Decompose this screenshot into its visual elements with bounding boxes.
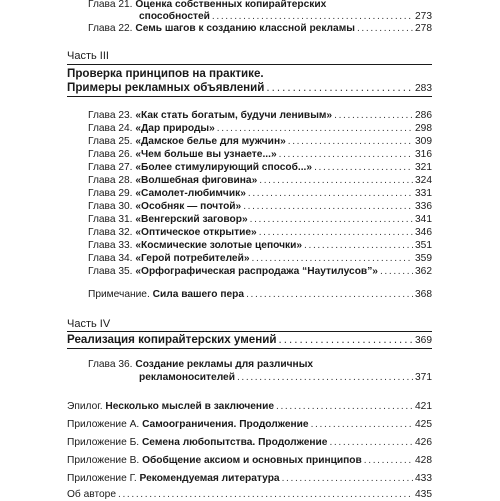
toc-entry-ch22[interactable] [88, 23, 432, 35]
toc-entry-ch34[interactable] [88, 253, 432, 265]
entry-title-cont: способностей [139, 11, 210, 22]
toc-entry-ch21[interactable] [88, 0, 326, 11]
entry-prefix: Глава 21. [88, 0, 133, 10]
toc-entry-about-author[interactable] [67, 489, 432, 501]
leader-dots [217, 123, 413, 135]
leader-dots [259, 227, 413, 239]
entry-title: Оценка собственных копирайтерских [135, 0, 327, 10]
toc-entry-ch25[interactable] [88, 136, 432, 148]
leader-dots [252, 253, 414, 265]
entry-title: «Особняк — почтой» [135, 201, 242, 212]
leader-dots [276, 401, 413, 413]
entry-title: Создание рекламы для различных [135, 359, 314, 370]
toc-entry-ch36[interactable] [88, 359, 313, 371]
entry-title: «Самолет-любимчик» [135, 188, 246, 199]
toc-entry-ch28[interactable] [88, 175, 432, 187]
entry-title: «Венгерский заговор» [135, 214, 248, 225]
toc-entry-ch24[interactable] [88, 123, 432, 135]
entry-prefix: Глава 33. [88, 240, 133, 251]
toc-entry-ch27[interactable] [88, 162, 432, 174]
divider [67, 64, 432, 65]
entry-prefix: Приложение Г. [67, 473, 137, 484]
entry-page: 371 [415, 372, 432, 383]
part-label: Часть III [67, 50, 109, 62]
entry-prefix: Глава 25. [88, 136, 133, 147]
entry-page: 346 [415, 227, 432, 238]
entry-page: 336 [415, 201, 432, 212]
toc-entry-ch33[interactable] [88, 240, 432, 252]
entry-prefix: Приложение В. [67, 455, 140, 466]
entry-page: 435 [415, 489, 432, 500]
toc-entry-ch23[interactable] [88, 110, 432, 122]
divider [67, 96, 432, 97]
entry-prefix: Глава 32. [88, 227, 133, 238]
entry-page: 278 [415, 23, 432, 34]
part-title: Реализация копирайтерских умений [67, 333, 277, 346]
entry-prefix: Глава 28. [88, 175, 133, 186]
part-title-line2: Примеры рекламных объявлений [67, 81, 265, 94]
divider [67, 331, 432, 332]
leader-dots [250, 214, 413, 226]
toc-entry-epilogue[interactable] [67, 401, 432, 413]
leader-dots [380, 266, 413, 278]
entry-prefix: Приложение Б. [67, 437, 140, 448]
entry-page: 359 [415, 253, 432, 264]
entry-prefix: Глава 31. [88, 214, 133, 225]
entry-page: 324 [415, 175, 432, 186]
entry-prefix: Глава 35. [88, 266, 133, 277]
divider [67, 348, 432, 349]
leader-dots [259, 175, 413, 187]
toc-entry-ch29[interactable] [88, 188, 432, 200]
leader-dots [266, 81, 413, 95]
leader-dots [311, 419, 413, 431]
entry-title: «Космические золотые цепочки» [135, 240, 303, 251]
leader-dots [243, 201, 413, 213]
entry-page: 425 [415, 419, 432, 430]
toc-entry-ch21-cont[interactable] [139, 11, 432, 23]
entry-page: 428 [415, 455, 432, 466]
entry-prefix: Глава 30. [88, 201, 133, 212]
entry-prefix: Глава 27. [88, 162, 133, 173]
toc-entry-part3[interactable] [67, 81, 432, 96]
entry-prefix: Глава 29. [88, 188, 133, 199]
leader-dots [288, 136, 413, 148]
entry-prefix: Примечание. [88, 289, 150, 300]
entry-title: «Орфографическая распродажа “Наутилусов”» [135, 266, 378, 277]
leader-dots [212, 11, 413, 23]
entry-page: 341 [415, 214, 432, 225]
entry-prefix: Глава 22. [88, 23, 133, 34]
leader-dots [329, 437, 413, 449]
toc-entry-ch30[interactable] [88, 201, 432, 213]
entry-title: Несколько мыслей в заключение [105, 401, 275, 412]
toc-entry-appendix-v[interactable] [67, 455, 432, 467]
toc-entry-ch26[interactable] [88, 149, 432, 161]
leader-dots [278, 333, 413, 347]
toc-entry-appendix-a[interactable] [67, 419, 432, 431]
entry-page: 309 [415, 136, 432, 147]
entry-page: 316 [415, 149, 432, 160]
leader-dots [237, 372, 413, 384]
toc-entry-ch32[interactable] [88, 227, 432, 239]
entry-page: 273 [415, 11, 432, 22]
leader-dots [118, 489, 413, 501]
entry-title: «Герой потребителей» [135, 253, 250, 264]
leader-dots [246, 289, 413, 301]
toc-entry-appendix-g[interactable] [67, 473, 432, 485]
entry-title: «Дар природы» [135, 123, 215, 134]
toc-entry-ch35[interactable] [88, 266, 432, 278]
entry-page: 368 [415, 289, 432, 300]
entry-title: Семена любопытства. Продолжение [141, 437, 328, 448]
entry-title: «Чем больше вы узнаете...» [135, 149, 277, 160]
entry-prefix: Глава 23. [88, 110, 133, 121]
entry-page: 331 [415, 188, 432, 199]
entry-title: «Волшебная фиговина» [135, 175, 258, 186]
entry-page: 351 [415, 240, 432, 251]
entry-title: Сила вашего пера [152, 289, 245, 300]
entry-prefix: Об авторе [67, 489, 116, 500]
toc-entry-note[interactable] [88, 289, 432, 301]
entry-page: 286 [415, 110, 432, 121]
entry-title: Семь шагов к созданию классной рекламы [135, 23, 355, 34]
leader-dots [357, 23, 413, 35]
entry-page: 321 [415, 162, 432, 173]
leader-dots [314, 162, 413, 174]
entry-prefix: Глава 24. [88, 123, 133, 134]
entry-prefix: Глава 26. [88, 149, 133, 160]
leader-dots [279, 149, 413, 161]
leader-dots [304, 240, 413, 252]
entry-page: 298 [415, 123, 432, 134]
entry-page: 421 [415, 401, 432, 412]
leader-dots [282, 473, 413, 485]
leader-dots [364, 455, 413, 467]
entry-title: Самоограничения. Продолжение [142, 419, 309, 430]
entry-prefix: Глава 34. [88, 253, 133, 264]
leader-dots [248, 188, 413, 200]
toc-entry-part4[interactable] [67, 333, 432, 348]
part-label: Часть IV [67, 318, 111, 330]
part-title-line1: Проверка принципов на практике. [67, 67, 264, 80]
entry-title: «Дамское белье для мужчин» [135, 136, 286, 147]
toc-entry-appendix-b[interactable] [67, 437, 432, 449]
entry-page: 362 [415, 266, 432, 277]
toc-entry-ch36-cont[interactable] [139, 372, 432, 384]
entry-title: «Оптическое открытие» [135, 227, 257, 238]
entry-title: «Более стимулирующий способ...» [135, 162, 313, 173]
leader-dots [334, 110, 413, 122]
entry-page: 283 [415, 83, 432, 94]
toc-entry-ch31[interactable] [88, 214, 432, 226]
entry-title-cont: рекламоносителей [139, 372, 235, 383]
entry-page: 433 [415, 473, 432, 484]
entry-page: 369 [415, 335, 432, 346]
entry-title: Рекомендуемая литература [139, 473, 280, 484]
entry-prefix: Глава 36. [88, 359, 133, 370]
entry-page: 426 [415, 437, 432, 448]
entry-title: Обобщение аксиом и основных принципов [142, 455, 362, 466]
entry-prefix: Приложение А. [67, 419, 140, 430]
entry-title: «Как стать богатым, будучи ленивым» [135, 110, 333, 121]
entry-prefix: Эпилог. [67, 401, 103, 412]
